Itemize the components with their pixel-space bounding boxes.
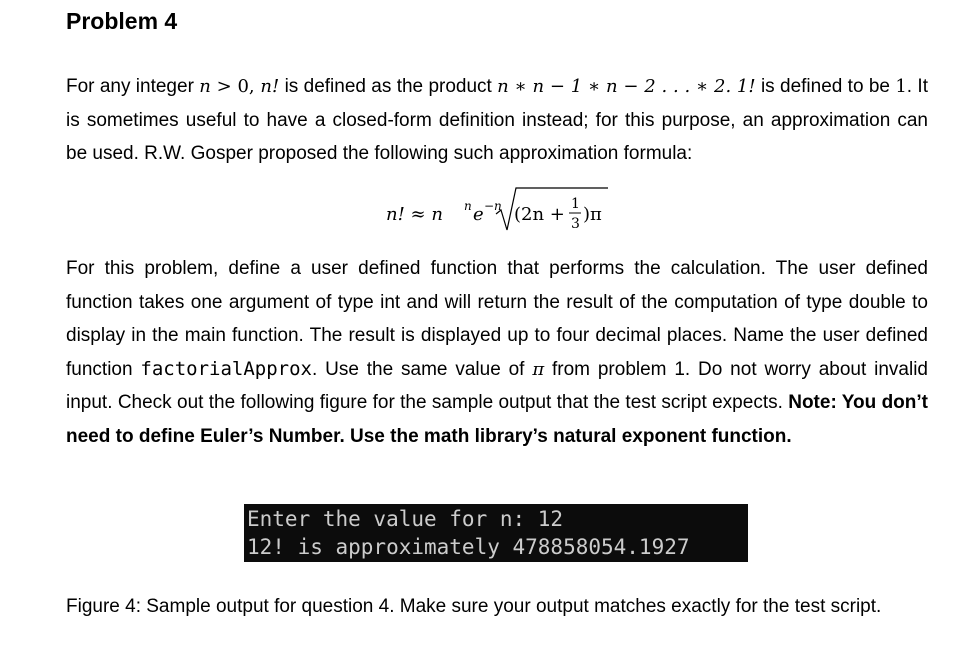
task-text-3: from problem 1. Do not worry about invalid input. Check out the following figure for the sample output that the test script expects. [66,358,928,413]
math-one: 1 [895,76,907,97]
math-pi: π [532,358,545,380]
gosper-formula [0,180,973,244]
math-n: n [199,76,211,97]
problem-heading: Problem 4 [66,8,178,34]
terminal-line-1: Enter the value for n: 12 [247,507,564,531]
intro-paragraph [66,70,928,171]
formula-frac-num: 1 [571,196,580,212]
figure-caption: Figure 4: Sample output for question 4. Make sure your output matches exactly for the test script. [66,596,882,617]
function-name-code: factorialApprox [140,357,312,380]
formula-exp-n: n [464,199,472,213]
math-nfact: n! [260,76,280,97]
task-text-1: For this problem, define a user defined function that performs the calculation. The user defined function takes one argument of type int and will return the result of the computation of type double to display in the main function. The result is displayed up to four decimal places. Name the user defined function [66,258,928,380]
math-gt: > [210,76,238,97]
formula-lhs: n! ≈ n [386,204,443,225]
task-text-2: . Use the same value of [312,358,533,380]
formula-inner-close: )π [583,204,602,225]
formula-inner-open: (2n + [514,204,565,225]
math-product: n ∗ n − 1 ∗ n − 2 . . . ∗ 2. 1! [497,76,756,97]
terminal-line-2: 12! is approximately 478858054.1927 [247,535,690,559]
formula-e: e [473,204,484,225]
math-zero: 0, [237,76,261,97]
note-bold: Note: You don’t need to define Euler’s Number. Use the math library’s natural exponent function. [66,392,928,447]
sample-output-terminal [244,504,748,562]
intro-text-4: . It is sometimes useful to have a closed-form definition instead; for this purpose, an approximation can be used. R.W. Gosper proposed the following such approximation formula: [66,76,928,164]
formula-frac-den: 3 [571,216,580,232]
task-paragraph [66,252,928,453]
intro-text-3: is defined to be [755,76,896,97]
intro-text-1: For any integer [66,76,200,97]
intro-text-2: is defined as the product [279,76,498,97]
formula-svg [380,180,620,244]
formula-exp-neg-n: −n [484,199,502,213]
